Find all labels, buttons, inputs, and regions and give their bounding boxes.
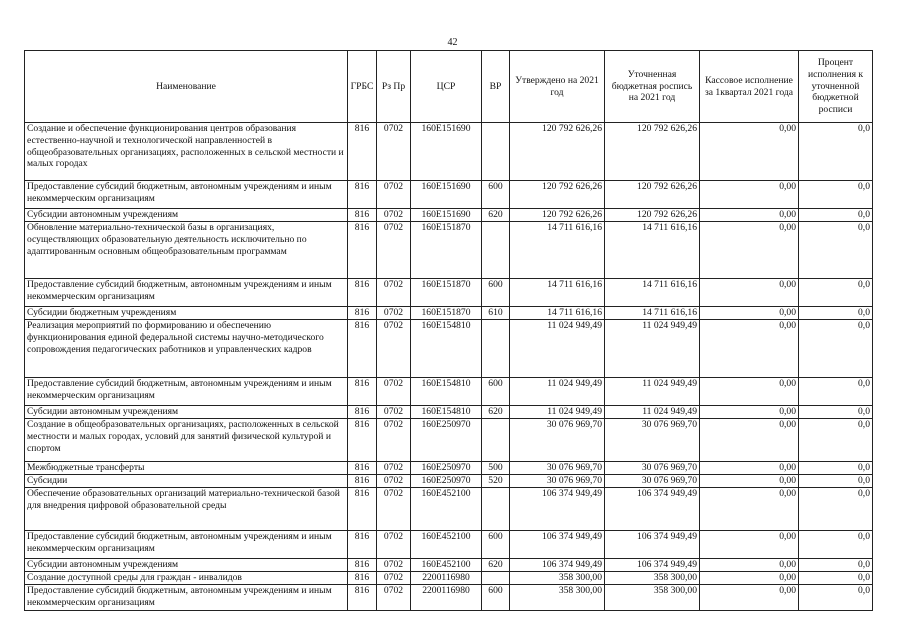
cell-cash: 0,00 <box>700 559 799 572</box>
table-row <box>25 475 873 488</box>
cell-cash: 0,00 <box>700 406 799 419</box>
cell-refined: 358 300,00 <box>605 585 700 611</box>
cell-approved: 106 374 949,49 <box>510 531 605 559</box>
cell-percent: 0,0 <box>799 209 873 222</box>
cell-name: Создание и обеспечение функционирования центров образования естественно-научной и технологической направленностей в общеобразовательных организациях, расположенных в сельской местности и малых городах <box>25 123 348 181</box>
cell-csr: 2200116980 <box>411 572 482 585</box>
cell-percent: 0,0 <box>799 406 873 419</box>
cell-grbs: 816 <box>348 307 377 320</box>
cell-grbs: 816 <box>348 123 377 181</box>
cell-csr: 160E154810 <box>411 378 482 406</box>
cell-name: Предоставление субсидий бюджетным, автономным учреждениям и иным некоммерческим организациям <box>25 378 348 406</box>
cell-vr: 620 <box>482 406 510 419</box>
cell-approved: 11 024 949,49 <box>510 378 605 406</box>
cell-refined: 14 711 616,16 <box>605 279 700 307</box>
cell-vr: 610 <box>482 307 510 320</box>
cell-rzpr: 0702 <box>377 559 411 572</box>
cell-vr: 600 <box>482 585 510 611</box>
header-vr: ВР <box>482 51 510 123</box>
cell-refined: 106 374 949,49 <box>605 531 700 559</box>
cell-cash: 0,00 <box>700 531 799 559</box>
cell-cash: 0,00 <box>700 488 799 531</box>
cell-csr: 160E154810 <box>411 406 482 419</box>
table-row <box>25 378 873 406</box>
cell-refined: 30 076 969,70 <box>605 419 700 462</box>
table-row <box>25 320 873 378</box>
cell-percent: 0,0 <box>799 559 873 572</box>
table-row <box>25 209 873 222</box>
header-rzpr: Рз Пр <box>377 51 411 123</box>
page-number: 42 <box>447 37 458 48</box>
cell-csr: 160E151870 <box>411 222 482 279</box>
cell-percent: 0,0 <box>799 320 873 378</box>
cell-cash: 0,00 <box>700 475 799 488</box>
cell-name: Реализация мероприятий по формированию и обеспечению функционирования единой федеральной системы научно-методического сопровождения педагогических работников и управленческих кадров <box>25 320 348 378</box>
cell-grbs: 816 <box>348 181 377 209</box>
cell-vr <box>482 123 510 181</box>
cell-name: Предоставление субсидий бюджетным, автономным учреждениям и иным некоммерческим организациям <box>25 531 348 559</box>
cell-rzpr: 0702 <box>377 531 411 559</box>
cell-grbs: 816 <box>348 462 377 475</box>
cell-refined: 120 792 626,26 <box>605 123 700 181</box>
cell-name: Субсидии <box>25 475 348 488</box>
cell-approved: 14 711 616,16 <box>510 222 605 279</box>
cell-approved: 106 374 949,49 <box>510 559 605 572</box>
cell-cash: 0,00 <box>700 462 799 475</box>
cell-csr: 160E151870 <box>411 307 482 320</box>
cell-rzpr: 0702 <box>377 123 411 181</box>
cell-cash: 0,00 <box>700 123 799 181</box>
header-refined: Уточненная бюджетная роспись на 2021 год <box>605 51 700 123</box>
header-approved: Утверждено на 2021 год <box>510 51 605 123</box>
table-row <box>25 123 873 181</box>
cell-vr: 520 <box>482 475 510 488</box>
table-row <box>25 572 873 585</box>
cell-grbs: 816 <box>348 222 377 279</box>
cell-percent: 0,0 <box>799 307 873 320</box>
cell-rzpr: 0702 <box>377 475 411 488</box>
cell-refined: 30 076 969,70 <box>605 475 700 488</box>
cell-refined: 11 024 949,49 <box>605 378 700 406</box>
cell-refined: 106 374 949,49 <box>605 488 700 531</box>
cell-approved: 11 024 949,49 <box>510 320 605 378</box>
cell-refined: 358 300,00 <box>605 572 700 585</box>
cell-name: Субсидии автономным учреждениям <box>25 406 348 419</box>
header-cash: Кассовое исполнение за 1квартал 2021 года <box>700 51 799 123</box>
cell-grbs: 816 <box>348 406 377 419</box>
table-row <box>25 531 873 559</box>
header-percent: Процент исполнения к уточненной бюджетной росписи <box>799 51 873 123</box>
cell-vr: 600 <box>482 279 510 307</box>
cell-approved: 14 711 616,16 <box>510 307 605 320</box>
cell-name: Предоставление субсидий бюджетным, автономным учреждениям и иным некоммерческим организациям <box>25 585 348 611</box>
cell-name: Обеспечение образовательных организаций материально-технической базой для внедрения цифровой образовательной среды <box>25 488 348 531</box>
table-row <box>25 462 873 475</box>
cell-percent: 0,0 <box>799 279 873 307</box>
cell-name: Субсидии бюджетным учреждениям <box>25 307 348 320</box>
cell-grbs: 816 <box>348 572 377 585</box>
header-grbs: ГРБС <box>348 51 377 123</box>
cell-percent: 0,0 <box>799 531 873 559</box>
cell-csr: 2200116980 <box>411 585 482 611</box>
cell-cash: 0,00 <box>700 279 799 307</box>
cell-percent: 0,0 <box>799 378 873 406</box>
cell-rzpr: 0702 <box>377 279 411 307</box>
cell-cash: 0,00 <box>700 181 799 209</box>
cell-refined: 14 711 616,16 <box>605 222 700 279</box>
cell-rzpr: 0702 <box>377 585 411 611</box>
cell-csr: 160E452100 <box>411 559 482 572</box>
cell-refined: 120 792 626,26 <box>605 181 700 209</box>
table-row <box>25 222 873 279</box>
cell-vr: 500 <box>482 462 510 475</box>
cell-csr: 160E151690 <box>411 123 482 181</box>
cell-percent: 0,0 <box>799 181 873 209</box>
cell-refined: 11 024 949,49 <box>605 320 700 378</box>
cell-refined: 30 076 969,70 <box>605 462 700 475</box>
cell-refined: 120 792 626,26 <box>605 209 700 222</box>
cell-grbs: 816 <box>348 531 377 559</box>
cell-percent: 0,0 <box>799 462 873 475</box>
cell-rzpr: 0702 <box>377 209 411 222</box>
cell-vr <box>482 320 510 378</box>
cell-vr: 600 <box>482 531 510 559</box>
cell-vr: 620 <box>482 209 510 222</box>
cell-vr: 620 <box>482 559 510 572</box>
cell-rzpr: 0702 <box>377 378 411 406</box>
cell-rzpr: 0702 <box>377 462 411 475</box>
cell-rzpr: 0702 <box>377 488 411 531</box>
cell-cash: 0,00 <box>700 572 799 585</box>
header-row <box>25 51 873 123</box>
cell-percent: 0,0 <box>799 585 873 611</box>
cell-approved: 14 711 616,16 <box>510 279 605 307</box>
table-row <box>25 585 873 611</box>
cell-vr <box>482 572 510 585</box>
cell-name: Межбюджетные трансферты <box>25 462 348 475</box>
cell-csr: 160E452100 <box>411 531 482 559</box>
cell-cash: 0,00 <box>700 378 799 406</box>
cell-approved: 30 076 969,70 <box>510 419 605 462</box>
cell-rzpr: 0702 <box>377 181 411 209</box>
cell-vr <box>482 488 510 531</box>
cell-grbs: 816 <box>348 320 377 378</box>
header-name: Наименование <box>25 51 348 123</box>
cell-approved: 120 792 626,26 <box>510 181 605 209</box>
cell-name: Предоставление субсидий бюджетным, автономным учреждениям и иным некоммерческим организациям <box>25 181 348 209</box>
cell-cash: 0,00 <box>700 222 799 279</box>
cell-approved: 120 792 626,26 <box>510 209 605 222</box>
cell-approved: 30 076 969,70 <box>510 462 605 475</box>
cell-percent: 0,0 <box>799 419 873 462</box>
cell-vr: 600 <box>482 181 510 209</box>
cell-cash: 0,00 <box>700 320 799 378</box>
cell-csr: 160E452100 <box>411 488 482 531</box>
cell-cash: 0,00 <box>700 419 799 462</box>
cell-approved: 11 024 949,49 <box>510 406 605 419</box>
cell-csr: 160E151690 <box>411 181 482 209</box>
cell-rzpr: 0702 <box>377 222 411 279</box>
cell-refined: 14 711 616,16 <box>605 307 700 320</box>
cell-grbs: 816 <box>348 419 377 462</box>
cell-vr <box>482 419 510 462</box>
cell-grbs: 816 <box>348 279 377 307</box>
table-row <box>25 559 873 572</box>
cell-approved: 30 076 969,70 <box>510 475 605 488</box>
cell-grbs: 816 <box>348 559 377 572</box>
cell-name: Обновление материально-технической базы в организациях, осуществляющих образовательную деятельность исключительно по адаптированным основным общеобразовательным программам <box>25 222 348 279</box>
cell-name: Создание доступной среды для граждан - инвалидов <box>25 572 348 585</box>
cell-grbs: 816 <box>348 488 377 531</box>
cell-vr: 600 <box>482 378 510 406</box>
cell-grbs: 816 <box>348 585 377 611</box>
cell-cash: 0,00 <box>700 585 799 611</box>
cell-vr <box>482 222 510 279</box>
cell-csr: 160E151690 <box>411 209 482 222</box>
cell-rzpr: 0702 <box>377 406 411 419</box>
table-row <box>25 419 873 462</box>
cell-approved: 106 374 949,49 <box>510 488 605 531</box>
cell-cash: 0,00 <box>700 209 799 222</box>
cell-csr: 160E250970 <box>411 475 482 488</box>
cell-csr: 160E151870 <box>411 279 482 307</box>
cell-approved: 358 300,00 <box>510 585 605 611</box>
table-row <box>25 181 873 209</box>
cell-grbs: 816 <box>348 378 377 406</box>
cell-csr: 160E154810 <box>411 320 482 378</box>
cell-percent: 0,0 <box>799 222 873 279</box>
cell-percent: 0,0 <box>799 123 873 181</box>
cell-approved: 358 300,00 <box>510 572 605 585</box>
cell-cash: 0,00 <box>700 307 799 320</box>
cell-csr: 160E250970 <box>411 462 482 475</box>
table-row <box>25 307 873 320</box>
cell-name: Субсидии автономным учреждениям <box>25 209 348 222</box>
cell-percent: 0,0 <box>799 572 873 585</box>
table-row <box>25 406 873 419</box>
cell-name: Предоставление субсидий бюджетным, автономным учреждениям и иным некоммерческим организациям <box>25 279 348 307</box>
cell-approved: 120 792 626,26 <box>510 123 605 181</box>
cell-grbs: 816 <box>348 209 377 222</box>
cell-rzpr: 0702 <box>377 419 411 462</box>
cell-rzpr: 0702 <box>377 307 411 320</box>
cell-csr: 160E250970 <box>411 419 482 462</box>
table-row <box>25 488 873 531</box>
cell-name: Субсидии автономным учреждениям <box>25 559 348 572</box>
cell-grbs: 816 <box>348 475 377 488</box>
cell-rzpr: 0702 <box>377 572 411 585</box>
cell-refined: 106 374 949,49 <box>605 559 700 572</box>
cell-rzpr: 0702 <box>377 320 411 378</box>
cell-percent: 0,0 <box>799 475 873 488</box>
cell-percent: 0,0 <box>799 488 873 531</box>
header-csr: ЦСР <box>411 51 482 123</box>
cell-name: Создание в общеобразовательных организациях, расположенных в сельской местности и малых городах, условий для занятий физической культурой и спортом <box>25 419 348 462</box>
cell-refined: 11 024 949,49 <box>605 406 700 419</box>
table-row <box>25 279 873 307</box>
budget-table <box>24 50 873 611</box>
